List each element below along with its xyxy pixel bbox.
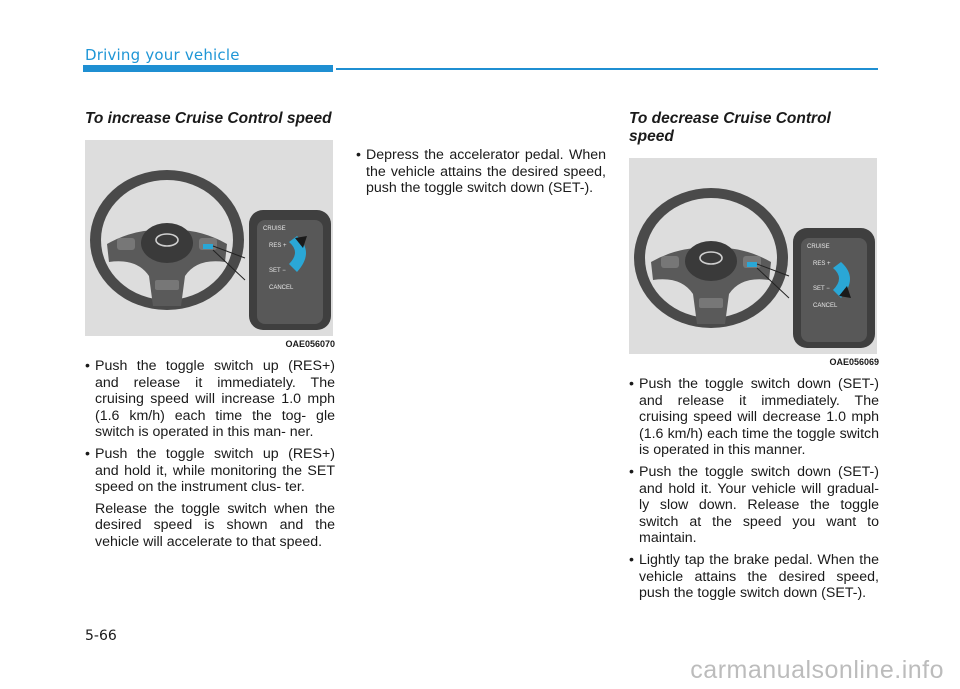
increase-speed-heading: To increase Cruise Control speed [85,110,332,127]
cancel-label: CANCEL [813,303,838,309]
steering-wheel-figure-res [85,140,333,336]
decrease-bullet-list [629,376,879,602]
set-label: SET − [269,268,286,274]
decrease-speed-heading: To decrease Cruise Control speed [629,110,831,145]
cruise-label: CRUISE [807,244,830,250]
figure-code: OAE056069 [829,357,879,367]
middle-bullet-list [356,147,606,197]
list-item: • Push the toggle switch up (RES+) and release it immediately. The cruising speed will increase 1.0 mph (1.6 km/h) each time the tog- gle switch is operated in this man- ner. [85,358,335,441]
middle-column [356,141,606,197]
header-rule-thin [336,68,878,70]
switch-callout-panel [793,228,875,348]
list-item: • Push the toggle switch down (SET-) and release it immediately. The cruising speed will decrease 1.0 mph (1.6 km/h) each time the toggle switch is operated in this manner. [629,376,879,459]
list-item: • Lightly tap the brake pedal. When the vehicle attains the desired speed, push the toggle switch down (SET-). [629,551,879,602]
steering-wheel-icon [634,188,788,328]
left-column [85,110,335,551]
right-column [629,110,879,607]
cancel-label: CANCEL [269,285,294,291]
list-item: • Push the toggle switch up (RES+) and hold it, while monitoring the SET speed on the instrument clus- ter. [85,445,335,496]
steering-wheel-icon [90,170,244,310]
set-label: SET − [813,286,830,292]
list-item: • Depress the accelerator pedal. When the vehicle attains the desired speed, push the toggle switch down (SET-). [356,147,606,197]
res-label: RES + [269,243,287,249]
continuation-paragraph: Release the toggle switch when the desired speed is shown and the vehicle will accelerate to that speed. [95,500,335,550]
header-rule-thick [83,65,333,72]
list-item: • Push the toggle switch down (SET-) and hold it. Your vehicle will gradual- ly slow down. Release the toggle switch at the speed you want to maintain. [629,463,879,547]
section-title: Driving your vehicle [85,46,240,64]
res-label: RES + [813,261,831,267]
page-number: 5-66 [85,628,117,644]
figure-code: OAE056070 [285,339,335,349]
cruise-label: CRUISE [263,226,286,232]
increase-bullet-list [85,358,335,496]
watermark: carmanualsonline.info [690,656,944,684]
switch-callout-panel [249,210,331,330]
steering-wheel-figure-set [629,158,877,354]
